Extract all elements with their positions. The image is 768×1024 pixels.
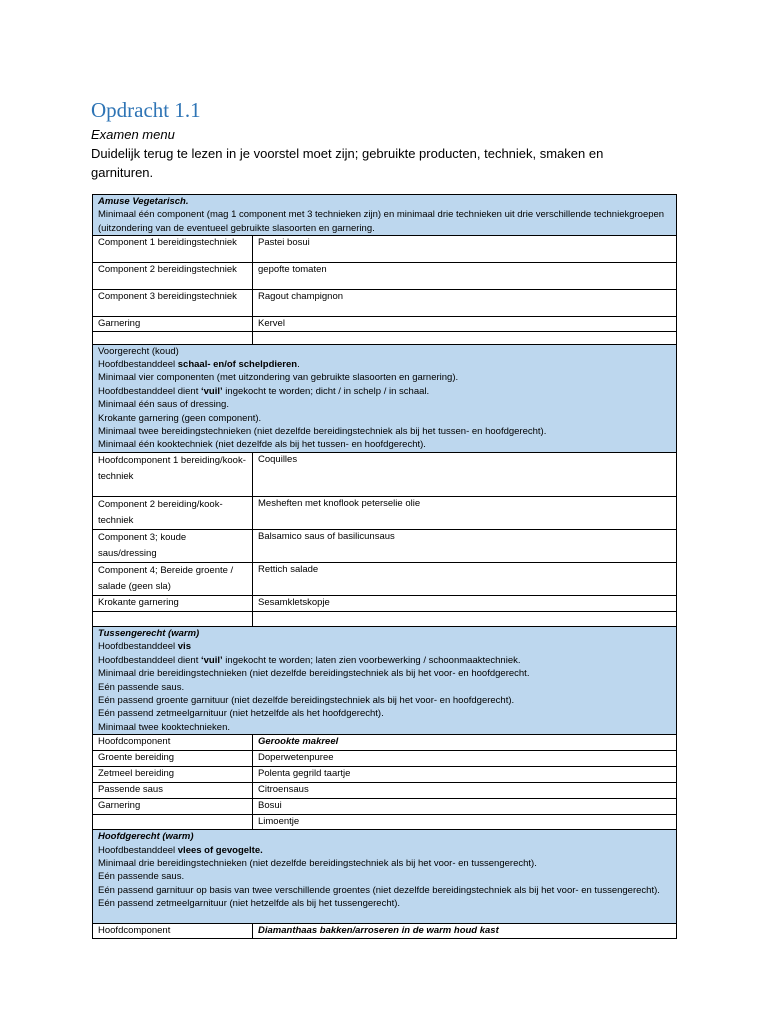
table-row — [93, 452, 677, 496]
table-row — [93, 290, 677, 317]
row-value: Polenta gegrild taartje — [253, 767, 677, 783]
section-header-tussengerecht: Tussengerecht (warm) Hoofdbestanddeel vis Hoofdbestanddeel dient ‘vuil’ ingekocht te worden; laten zien voorbewerking / schoonmaaktechniek. Minimaal drie bereidingstechnieken (niet dezelfde bereidingstechniek als bij het voor- en hoofdgerecht. Eén passende saus. Eén passend groente garnituur (niet dezelfde bereidingstechniek als bij het voor- en hoofdgerecht). Eén passend zetmeelgarnituur (niet hetzelfde als het hoofdgerecht). Minimaal twee kooktechnieken. — [93, 626, 677, 734]
row-label: Component 3 bereidingstechniek — [93, 290, 253, 317]
section-header-hoofdgerecht: Hoofdgerecht (warm) Hoofdbestanddeel vlees of gevogelte. Minimaal drie bereidingstechnieken (niet dezelfde bereidingstechniek als bij het voor- en tussengerecht). Eén passende saus. Eén passend garnituur op basis van twee verschillende groentes (niet dezelfde bereidingstechniek als bij het voor- en tussengerecht). Eén passend zetmeelgarnituur (niet hetzelfde als bij het tussengerecht). — [93, 830, 677, 924]
table-row — [93, 611, 677, 626]
row-label: Component 1 bereidingstechniek — [93, 236, 253, 263]
table-row — [93, 562, 677, 595]
row-label — [93, 815, 253, 830]
section-header-voorgerecht: Voorgerecht (koud) Hoofdbestanddeel schaal- en/of schelpdieren. Minimaal vier componenten (met uitzondering van gebruikte slasoorten en garnering). Hoofdbestanddeel dient ‘vuil’ ingekocht te worden; dicht / in schelp / in schaal. Minimaal één saus of dressing. Krokante garnering (geen component). Minimaal twee bereidingstechnieken (niet dezelfde bereidingstechniek als bij het tussen- en hoofdgerecht). Minimaal één kooktechniek (niet dezelfde als bij het tussen- en hoofdgerecht). — [93, 344, 677, 452]
row-value — [253, 331, 677, 344]
row-value: Kervel — [253, 317, 677, 331]
section-title: Hoofdgerecht (warm) — [98, 831, 194, 843]
row-value — [253, 611, 677, 626]
section-header-amuse — [93, 195, 677, 236]
table-row — [93, 924, 677, 939]
table-row — [93, 317, 677, 331]
row-label: Garnering — [93, 799, 253, 815]
table-row — [93, 236, 677, 263]
table-row — [93, 751, 677, 767]
table-row — [93, 799, 677, 815]
table-row — [93, 735, 677, 751]
row-value: Coquilles — [253, 452, 677, 496]
subheading: Examen menu — [91, 127, 175, 142]
row-label: Passende saus — [93, 783, 253, 799]
table-row — [93, 496, 677, 529]
row-label: Krokante garnering — [93, 595, 253, 611]
row-label: Hoofdcomponent 1 bereiding/kook-techniek — [93, 452, 253, 496]
table-row — [93, 815, 677, 830]
row-value: Limoentje — [253, 815, 677, 830]
main-ingredient: schaal- en/of schelpdieren — [177, 359, 298, 371]
row-label: Component 2 bereidingstechniek — [93, 263, 253, 290]
row-value: Ragout champignon — [253, 290, 677, 317]
table-row — [93, 263, 677, 290]
row-label — [93, 611, 253, 626]
row-value: gepofte tomaten — [253, 263, 677, 290]
row-label: Zetmeel bereiding — [93, 767, 253, 783]
table-row — [93, 595, 677, 611]
row-label: Groente bereiding — [93, 751, 253, 767]
intro-text: Duidelijk terug te lezen in je voorstel moet zijn; gebruikte producten, techniek, smaken en garnituren. — [91, 146, 604, 180]
menu-table — [92, 194, 677, 939]
row-value: Bosui — [253, 799, 677, 815]
table-row — [93, 529, 677, 562]
row-label: Component 3; koude saus/dressing — [93, 529, 253, 562]
row-value: Sesamkletskopje — [253, 595, 677, 611]
row-label: Garnering — [93, 317, 253, 331]
table-row — [93, 331, 677, 344]
section-title: Tussengerecht (warm) — [98, 627, 200, 639]
section-description: Minimaal één component (mag 1 component met 3 technieken zijn) en minimaal drie technieken uit drie verschillende techniekgroepen (uitzondering van de eventueel gebruikte slasoorten en garnering. — [98, 209, 665, 234]
row-label — [93, 331, 253, 344]
row-label: Hoofdcomponent — [93, 924, 253, 939]
page-title: Opdracht 1.1 — [91, 98, 201, 122]
table-row — [93, 783, 677, 799]
row-value: Doperwetenpuree — [253, 751, 677, 767]
row-label: Component 4; Bereide groente / salade (geen sla) — [93, 562, 253, 595]
row-value: Rettich salade — [253, 562, 677, 595]
main-ingredient: vis — [177, 641, 191, 653]
main-ingredient: vlees of gevogelte. — [177, 844, 263, 856]
section-title: Voorgerecht (koud) — [98, 345, 179, 357]
row-value: Gerookte makreel — [253, 735, 677, 751]
row-value: Pastei bosui — [253, 236, 677, 263]
row-value: Balsamico saus of basilicunsaus — [253, 529, 677, 562]
row-label: Component 2 bereiding/kook-techniek — [93, 496, 253, 529]
row-value: Diamanthaas bakken/arroseren in de warm houd kast — [253, 924, 677, 939]
row-label: Hoofdcomponent — [93, 735, 253, 751]
section-title: Amuse Vegetarisch. — [98, 196, 189, 207]
row-value: Citroensaus — [253, 783, 677, 799]
row-value: Mesheften met knoflook peterselie olie — [253, 496, 677, 529]
table-row — [93, 767, 677, 783]
